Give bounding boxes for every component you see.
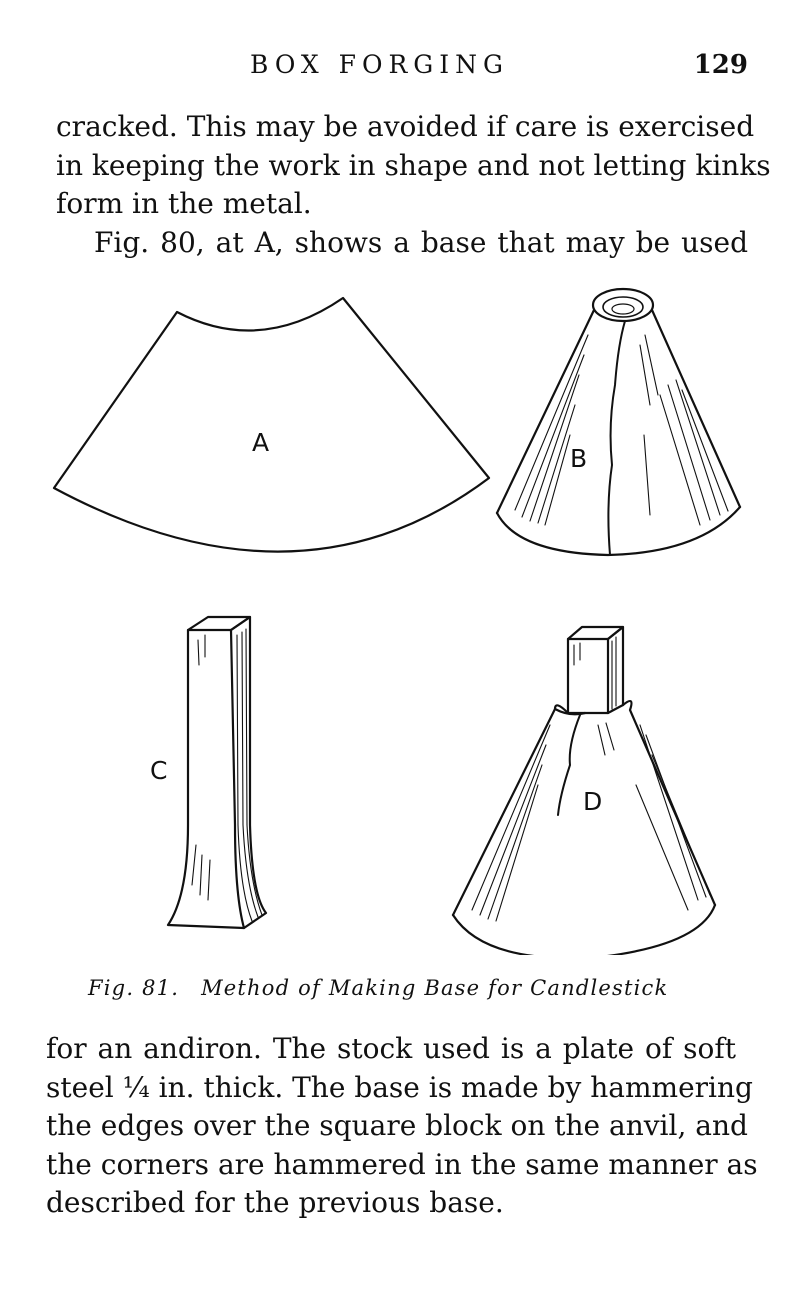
label-b: B <box>570 444 588 473</box>
page-number: 129 <box>693 50 748 80</box>
running-head: BOX FORGING <box>250 50 509 79</box>
label-c: C <box>150 756 168 785</box>
text-line: the corners are hammered in the same manner as <box>46 1147 758 1181</box>
drawing-d-forged-base <box>453 627 715 955</box>
figure-caption <box>88 976 728 1000</box>
drawing-a-flat-blank <box>54 298 489 552</box>
text-line: form in the metal. <box>56 187 312 220</box>
top-paragraph <box>56 108 771 262</box>
caption-number: Fig. 81. <box>88 976 180 1000</box>
caption-text: Method of Making Base for Candlestick <box>201 976 669 1000</box>
bottom-paragraph <box>46 1030 758 1223</box>
text-line: Fig. 80, at A, shows a base that may be used <box>94 225 748 259</box>
label-a: A <box>252 428 270 457</box>
text-line: described for the previous base. <box>46 1186 504 1219</box>
figure-81 <box>40 285 760 955</box>
drawing-b-formed-cone <box>497 289 740 555</box>
text-line: in keeping the work in shape and not letting kinks <box>56 148 771 182</box>
drawing-c-bar-stock <box>150 617 266 928</box>
text-line: for an andiron. The stock used is a plate of soft <box>46 1032 736 1065</box>
label-d: D <box>583 787 603 816</box>
text-line: cracked. This may be avoided if care is exercised <box>56 110 755 143</box>
text-line: steel ¼ in. thick. The base is made by hammering <box>46 1070 753 1104</box>
text-line: the edges over the square block on the anvil, and <box>46 1109 748 1142</box>
